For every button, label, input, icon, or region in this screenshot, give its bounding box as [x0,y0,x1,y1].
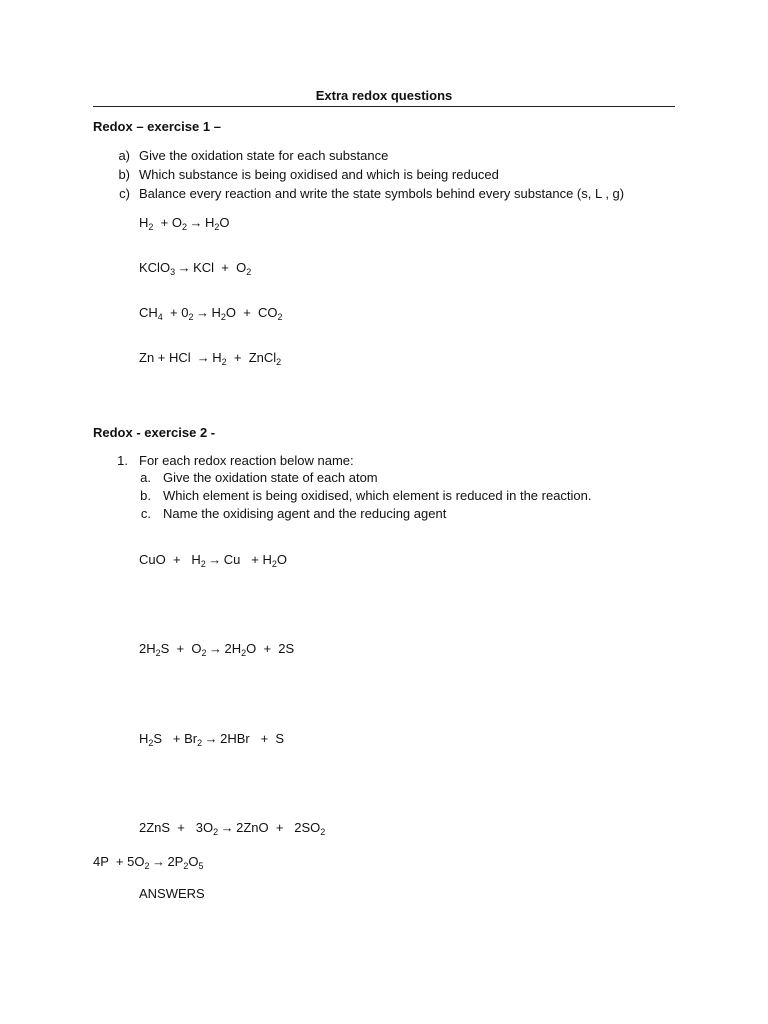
subscript: 2 [246,267,252,277]
subscript: 3 [170,267,176,277]
ex2-item-text: Name the oxidising agent and the reducing agent [163,506,447,521]
equation-text: H [204,215,215,230]
subscript: 2 [188,312,194,322]
equation-text: 2H [224,641,242,656]
subscript: 2 [320,827,326,837]
reaction-arrow-icon: → [151,854,165,869]
equation [139,641,294,656]
equation [139,305,283,320]
equation-text: KCl + O [193,260,247,275]
subscript: 2 [148,738,154,748]
equation-text: O [188,854,199,869]
ex1-item-text: Balance every reaction and write the state symbols behind every substance (s, L , g) [139,186,625,201]
equation-text: Cu + H [223,552,272,567]
equation-text: 2ZnO + 2SO [236,820,321,835]
subscript: 5 [198,861,204,871]
ex1-item-marker: c) [119,186,130,201]
ex2-item-marker: a. [140,470,151,485]
reaction-arrow-icon: → [220,820,234,835]
ex2-item-text: Which element is being oxidised, which element is reduced in the reaction. [163,488,592,503]
subscript: 2 [221,357,227,367]
equation [93,854,204,869]
subscript: 2 [213,827,219,837]
subscript: 2 [200,559,206,569]
subscript: 2 [183,861,189,871]
ex1-item-marker: b) [118,167,130,182]
answers-label: ANSWERS [139,886,205,901]
equation-text: H [139,731,149,746]
equation-text: H [211,305,221,320]
reaction-arrow-icon: → [196,350,210,365]
ex1-item-text: Which substance is being oxidised and which is being reduced [139,167,499,182]
subscript: 4 [157,312,163,322]
equation [139,260,251,275]
ex2-numbered-marker: 1. [117,453,128,468]
reaction-arrow-icon: → [177,260,191,275]
reaction-arrow-icon: → [204,731,218,746]
equation-text: 2P [167,854,184,869]
ex1-item-marker: a) [118,148,130,163]
ex2-numbered-text: For each redox reaction below name: [139,453,354,468]
equation-text: CuO + H [139,552,201,567]
equation [139,350,281,365]
equation-text: H [139,215,149,230]
equation-text: CH [139,305,158,320]
page-title: Extra redox questions [315,88,453,103]
equation-text: + O [153,215,182,230]
equation-text: 4P + 5O [93,854,145,869]
ex2-item-marker: c. [140,506,151,521]
equation [139,731,284,746]
ex1-item-text: Give the oxidation state for each substance [139,148,389,163]
equation-text: S + Br [153,731,198,746]
equation-text: S + O [160,641,202,656]
equation-text: + ZnCl [226,350,277,365]
subscript: 2 [214,222,220,232]
equation [139,552,287,567]
equation-text: 2HBr + S [220,731,285,746]
equation [139,820,325,835]
equation-text: 2ZnS + 3O [139,820,214,835]
subscript: 2 [197,738,203,748]
reaction-arrow-icon: → [208,552,222,567]
subscript: 2 [220,312,226,322]
subscript: 2 [144,861,150,871]
ex2-item-marker: b. [140,488,151,503]
reaction-arrow-icon: → [189,215,203,230]
subscript: 2 [277,312,283,322]
equation-text: 2H [139,641,156,656]
equation-text: O [219,215,230,230]
subscript: 2 [271,559,277,569]
equation-text: KClO [139,260,171,275]
equation-text: + 0 [162,305,189,320]
ex2-item-text: Give the oxidation state of each atom [163,470,378,485]
subscript: 2 [148,222,154,232]
exercise-1-heading: Redox – exercise 1 – [93,119,221,134]
subscript: 2 [241,648,247,658]
reaction-arrow-icon: → [208,641,222,656]
equation [139,215,230,230]
equation-text: H [212,350,222,365]
subscript: 2 [201,648,207,658]
subscript: 2 [276,357,282,367]
subscript: 2 [181,222,187,232]
title-underline [93,106,675,107]
equation-text: O + 2S [246,641,295,656]
equation-text: O [276,552,287,567]
exercise-2-heading: Redox - exercise 2 - [93,425,216,440]
equation-text: O + CO [225,305,278,320]
subscript: 2 [155,648,161,658]
equation-text: Zn + HCl [139,350,195,365]
reaction-arrow-icon: → [195,305,209,320]
